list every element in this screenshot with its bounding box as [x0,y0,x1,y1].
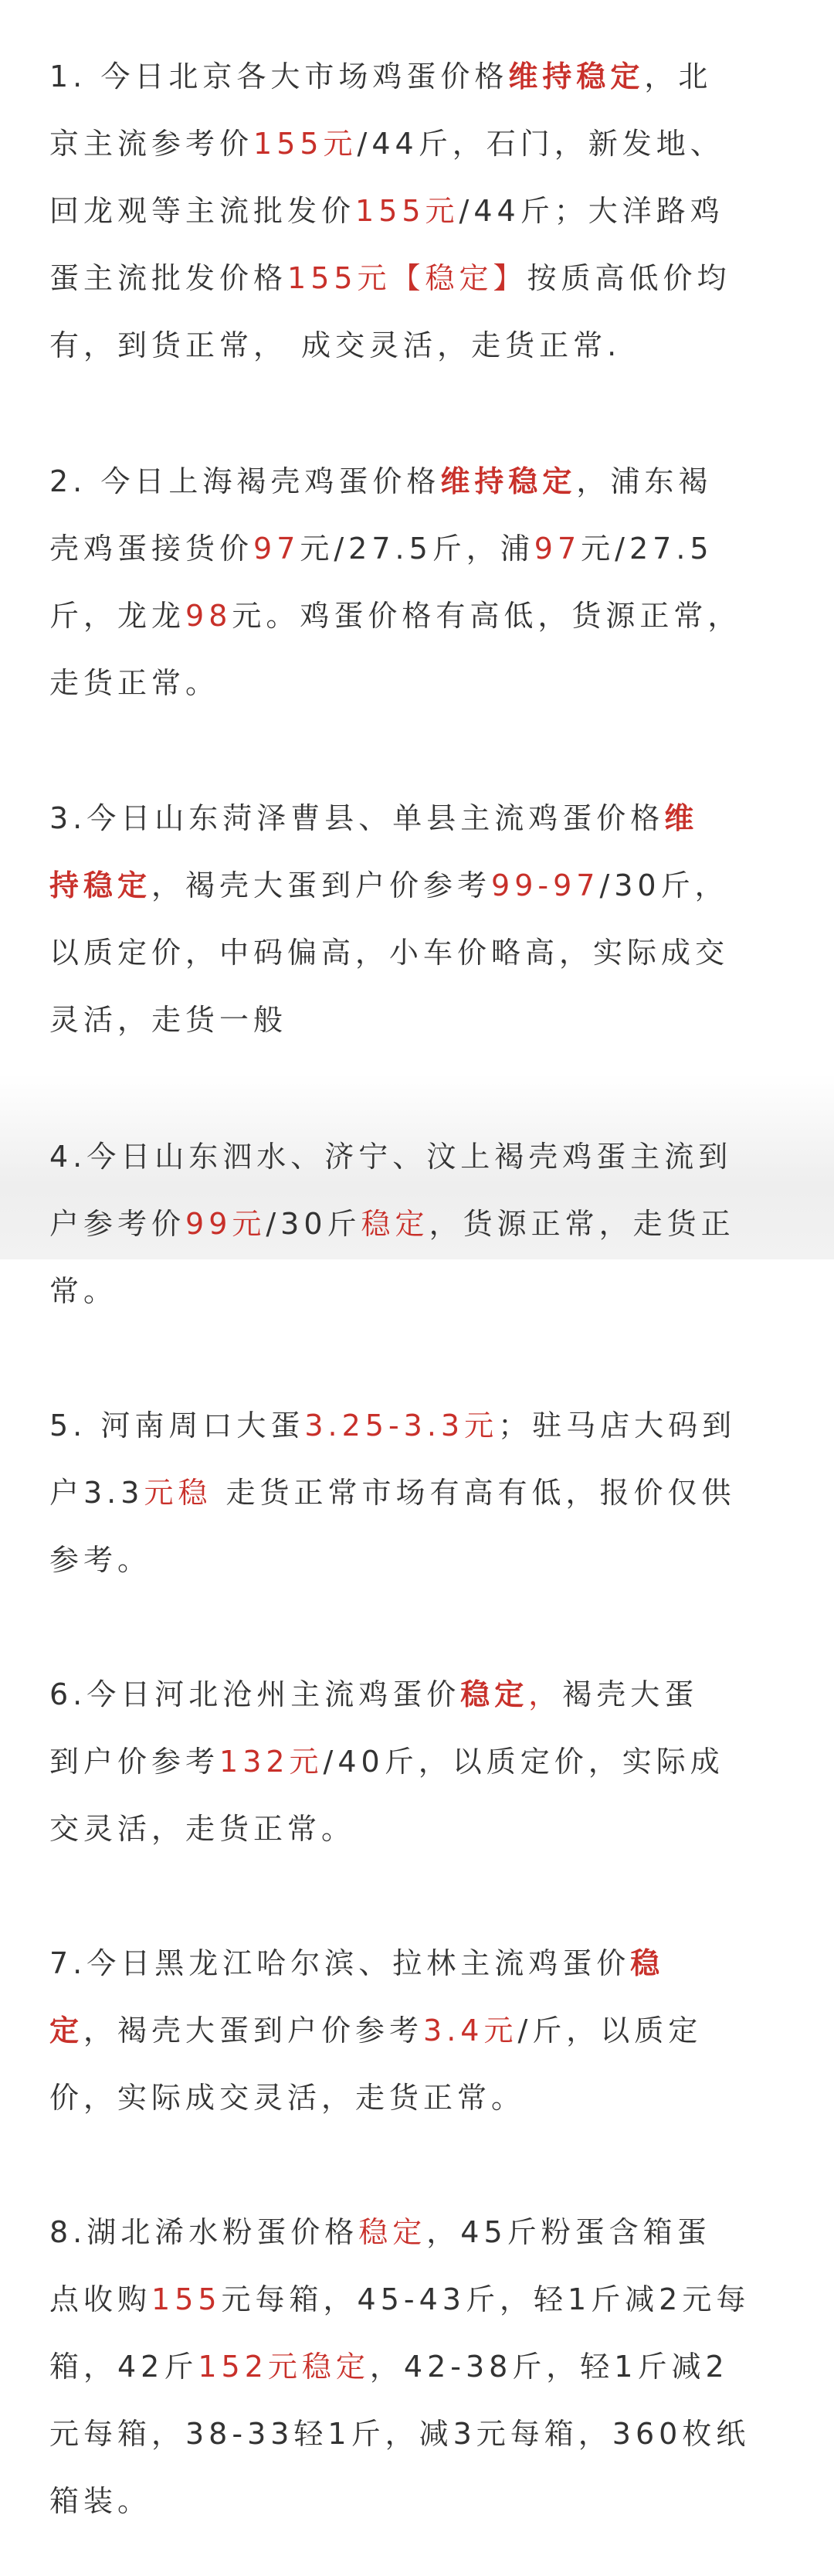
text-segment: /斤，以质定 [517,2014,703,2048]
text-segment: 3.今日山东菏泽曹县、单县主流鸡蛋价格 [49,801,665,835]
text-segment: 回龙观等主流批发价 [49,194,356,228]
text-line [49,448,791,515]
text-segment: 2. 今日上海褐壳鸡蛋价格 [49,464,441,498]
highlight-text: 155元【稳定】 [287,261,527,295]
text-line [49,515,791,583]
text-segment: /30斤 [266,1207,361,1241]
text-line [49,2333,791,2401]
text-line [49,919,791,987]
text-segment: 京主流参考价 [49,127,254,161]
highlight-text: 155元 [355,194,459,228]
text-segment: 壳鸡蛋接货价 [49,532,254,566]
text-line [49,1661,791,1728]
highlight-text: 稳定 [361,1207,429,1241]
text-segment: /30斤， [599,868,729,902]
highlight-text: 97 [253,532,300,566]
text-line [49,1930,791,1997]
text-line [49,1460,791,1527]
report-item-5 [49,1392,791,1594]
text-segment: 褐壳大蛋 [562,1677,699,1711]
text-segment: 蛋主流批发价格 [49,261,288,295]
text-segment: 走货正常。 [49,666,220,700]
text-segment: 按质高低价均 [527,261,731,295]
text-segment: 箱装。 [49,2484,152,2518]
text-line [49,852,791,919]
text-line [49,1728,791,1796]
text-segment: 灵活，走货一般 [49,1003,288,1037]
highlight-text: 稳定 [358,2215,427,2249]
text-segment: 元每箱，45-43斤，轻1斤减2元每 [221,2282,751,2316]
text-segment: /40斤，以质定价，实际成 [323,1745,724,1779]
highlight-text: 持稳定 [49,868,152,902]
highlight-text: 3.4元 [423,2014,518,2048]
report-item-8 [49,2199,791,2535]
text-segment: 元每箱，38-33轻1斤，减3元每箱，360枚纸 [49,2417,751,2451]
text-segment: ；驻马店大码到 [498,1409,737,1443]
text-segment: 7.今日黑龙江哈尔滨、拉林主流鸡蛋价 [49,1946,631,1980]
highlight-text: 99-97 [491,868,600,902]
text-line [49,178,791,245]
text-line [49,2468,791,2535]
text-segment: 元。鸡蛋价格有高低，货源正常， [232,599,742,633]
text-segment: 1. 今日北京各大市场鸡蛋价格 [49,59,509,93]
text-line [49,2266,791,2333]
text-segment: ，褐壳大蛋到户价参考 [83,2014,424,2048]
text-line [49,2199,791,2266]
text-segment: 到户价参考 [49,1745,220,1779]
text-line [49,1258,791,1325]
text-segment: 有，到货正常， 成交灵活，走货正常. [49,328,622,362]
text-line [49,1123,791,1191]
text-segment: /44斤，石门，新发地、 [357,127,724,161]
highlight-text: 维持稳定 [508,59,645,93]
text-segment: 参考。 [49,1543,152,1577]
highlight-text: 152元稳定 [198,2350,370,2384]
text-line [49,1392,791,1460]
highlight-text: 155 [151,2282,222,2316]
highlight-text: 维持稳定 [440,464,577,498]
text-line [49,1796,791,1863]
highlight-text: 98 [185,599,232,633]
text-segment: 元/27.5 [581,532,714,566]
text-segment: ，褐壳大蛋到户价参考 [151,868,492,902]
text-line [49,245,791,312]
text-line [49,987,791,1054]
text-segment: ，42-38斤，轻1斤减2 [369,2350,729,2384]
text-line [49,2401,791,2468]
text-segment: 走货正常市场有高有低，报价仅供 [212,1476,736,1510]
highlight-text: 元稳 [144,1476,212,1510]
text-line [49,2065,791,2132]
text-segment: 箱，42斤 [49,2350,198,2384]
highlight-text: 3.25-3.3元 [304,1409,499,1443]
highlight-text: 132元 [219,1745,324,1779]
report-item-1 [49,43,791,379]
text-line [49,650,791,717]
text-segment: 元/27.5斤，浦 [300,532,534,566]
text-segment: 户参考价 [49,1207,186,1241]
report-item-4 [49,1123,791,1325]
text-segment: 点收购 [49,2282,152,2316]
highlight-text: 99元 [185,1207,266,1241]
text-segment: 4.今日山东泗水、济宁、汶上褐壳鸡蛋主流到 [49,1140,733,1174]
text-line [49,43,791,110]
text-segment: ，货源正常，走货正 [429,1207,735,1241]
text-segment: 6.今日河北沧州主流鸡蛋价 [49,1677,461,1711]
highlight-text: 稳 [630,1946,665,1980]
text-segment: 交灵活，走货正常。 [49,1812,356,1846]
highlight-text: 97 [534,532,581,566]
report-item-7 [49,1930,791,2132]
text-line [49,110,791,178]
highlight-text: 维 [664,801,699,835]
report-item-6 [49,1661,791,1863]
text-line [49,785,791,852]
text-segment: 5. 河南周口大蛋 [49,1409,305,1443]
highlight-text: ， [528,1677,563,1711]
text-line [49,312,791,379]
text-line [49,583,791,650]
text-segment: ，浦东褐 [576,464,713,498]
text-segment: ，北 [644,59,713,93]
report-item-3 [49,785,791,1054]
highlight-text: 稳定 [460,1677,529,1711]
text-segment: /44斤；大洋路鸡 [459,194,724,228]
text-segment: 常。 [49,1274,118,1308]
text-segment: ，45斤粉蛋含箱蛋 [426,2215,711,2249]
text-line [49,1191,791,1258]
text-segment: 斤，龙龙 [49,599,186,633]
text-line [49,1997,791,2065]
text-segment: 8.湖北浠水粉蛋价格 [49,2215,359,2249]
text-segment: 以质定价，中码偏高，小车价略高，实际成交 [49,936,730,970]
text-segment: 户3.3 [49,1476,144,1510]
text-segment: 价，实际成交灵活，走货正常。 [49,2081,526,2115]
text-line [49,1527,791,1594]
highlight-text: 155元 [253,127,358,161]
report-item-2 [49,448,791,717]
highlight-text: 定 [49,2014,84,2048]
